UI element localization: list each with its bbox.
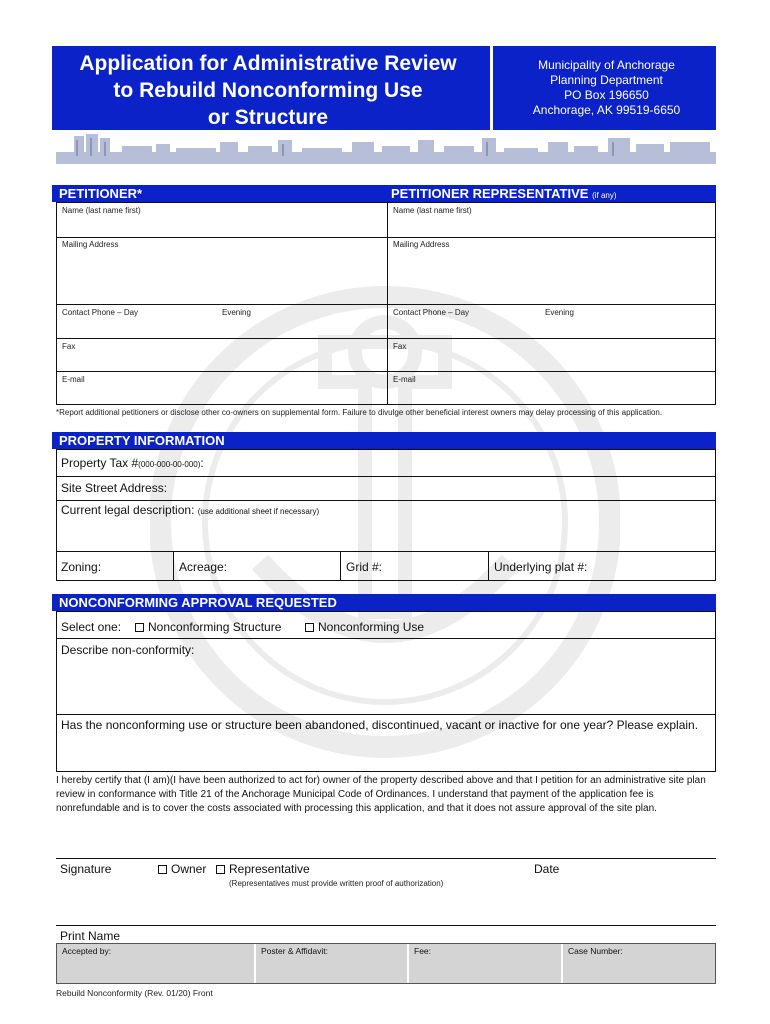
owner-option[interactable]: [158, 862, 206, 876]
nonconforming-use-label: Nonconforming Use: [318, 620, 425, 634]
signature-line: [56, 858, 716, 859]
form-title: [52, 50, 484, 131]
nonconforming-grid: [56, 611, 716, 772]
petitioner-grid: [56, 202, 716, 405]
form-title-line-3: or Structure: [207, 106, 329, 129]
representative-proof-note: (Representatives must provide written proof of authorization): [229, 879, 444, 888]
acreage-field[interactable]: Acreage:: [179, 560, 228, 574]
representative-phone-day-field[interactable]: Contact Phone – Day: [393, 308, 470, 317]
representative-heading-suffix: (if any): [592, 191, 617, 200]
petitioner-phone-day-field[interactable]: Contact Phone – Day: [62, 308, 139, 317]
property-tax-format: (000-000-00-000): [138, 460, 201, 469]
header-divider: [490, 46, 493, 130]
site-street-address-field[interactable]: Site Street Address:: [61, 481, 168, 495]
signature-field[interactable]: Signature: [60, 862, 112, 876]
select-one-label: Select one:: [61, 620, 122, 634]
accepted-by-label: Accepted by:: [62, 946, 112, 956]
grid-col-line: [488, 551, 489, 580]
grid-row-line: [57, 551, 715, 552]
legal-description-label: Current legal description:: [61, 503, 195, 517]
form-header: [52, 46, 716, 130]
address-line-4: Anchorage, AK 99519-6650: [532, 103, 681, 117]
grid-row-line: [57, 500, 715, 501]
form-footer: Rebuild Nonconformity (Rev. 01/20) Front: [56, 988, 213, 998]
representative-phone-evening-field[interactable]: Evening: [545, 308, 574, 317]
representative-option[interactable]: [216, 862, 310, 876]
nonconforming-use-checkbox[interactable]: [305, 623, 314, 632]
grid-number-field[interactable]: Grid #:: [346, 560, 383, 574]
grid-row-line: [57, 304, 715, 305]
form-title-line-2: to Rebuild Nonconforming Use: [113, 79, 423, 102]
petitioner-heading: [52, 185, 384, 202]
grid-row-line: [57, 338, 715, 339]
representative-heading-text: PETITIONER REPRESENTATIVE: [391, 186, 589, 201]
grid-row-line: [57, 638, 715, 639]
legal-description-hint: (use additional sheet if necessary): [197, 507, 320, 516]
nonconforming-structure-label: Nonconforming Structure: [148, 620, 282, 634]
petitioner-mailing-field[interactable]: Mailing Address: [62, 240, 119, 249]
grid-row-line: [57, 371, 715, 372]
poster-affidavit-cell: [256, 944, 407, 983]
nonconforming-use-option[interactable]: [305, 620, 424, 634]
print-name-line: [56, 925, 716, 926]
accepted-by-cell: [57, 944, 254, 983]
grid-row-line: [57, 714, 715, 715]
poster-affidavit-label: Poster & Affidavit:: [261, 946, 328, 956]
representative-email-field[interactable]: E-mail: [393, 375, 416, 384]
fee-label: Fee:: [414, 946, 432, 956]
nonconforming-heading-text: NONCONFORMING APPROVAL REQUESTED: [59, 595, 337, 610]
zoning-field[interactable]: Zoning:: [61, 560, 102, 574]
petitioner-name-field[interactable]: Name (last name first): [62, 206, 141, 215]
grid-row-line: [57, 237, 715, 238]
department-address: [497, 58, 716, 118]
representative-heading: [384, 185, 716, 202]
grid-row-line: [57, 476, 715, 477]
petitioner-fax-field[interactable]: Fax: [62, 342, 76, 351]
print-name-field[interactable]: Print Name: [60, 929, 121, 943]
legal-description-field[interactable]: [61, 503, 319, 517]
grid-col-line: [173, 551, 174, 580]
representative-name-field[interactable]: Name (last name first): [393, 206, 472, 215]
representative-checkbox[interactable]: [216, 865, 225, 874]
fee-cell: [409, 944, 561, 983]
property-grid: [56, 449, 716, 581]
representative-label: Representative: [229, 862, 310, 876]
petitioner-heading-text: PETITIONER*: [59, 186, 143, 201]
representative-mailing-field[interactable]: Mailing Address: [393, 240, 450, 249]
form-title-line-1: Application for Administrative Review: [79, 52, 457, 75]
property-tax-label: Property Tax #: [61, 456, 139, 470]
property-heading-text: PROPERTY INFORMATION: [59, 433, 225, 448]
certification-statement: I hereby certify that (I am)(I have been authorized to act for) owner of the property described above and that I petition for an administrative site plan review in conformance with Title 21 of the Anchorage Municipal Code of Ordinances. I understand that payment of the application fee is nonrefundable and is to cover the costs associated with processing this application, and that it does not assure approval of the site plan.: [56, 775, 706, 814]
petitioner-phone-evening-field[interactable]: Evening: [222, 308, 251, 317]
nonconforming-structure-checkbox[interactable]: [135, 623, 144, 632]
representative-fax-field[interactable]: Fax: [393, 342, 407, 351]
case-number-cell: [563, 944, 715, 983]
city-skyline-graphic: [52, 130, 716, 164]
address-line-3: PO Box 196650: [564, 88, 649, 102]
abandonment-question-field[interactable]: Has the nonconforming use or structure been abandoned, discontinued, vacant or inactive for one year? Please explain.: [61, 718, 699, 732]
petitioner-email-field[interactable]: E-mail: [62, 375, 85, 384]
grid-col-line: [340, 551, 341, 580]
address-line-2: Planning Department: [550, 73, 663, 87]
describe-nonconformity-field[interactable]: Describe non-conformity:: [61, 643, 195, 657]
petitioner-footnote: *Report additional petitioners or disclose other co-owners on supplemental form. Failure to divulge other beneficial interest owners may delay processing of this application.: [56, 408, 663, 417]
case-number-label: Case Number:: [568, 946, 623, 956]
underlying-plat-field[interactable]: Underlying plat #:: [494, 560, 588, 574]
owner-label: Owner: [171, 862, 207, 876]
property-tax-field[interactable]: [61, 456, 204, 470]
nonconforming-heading: [52, 594, 716, 611]
office-use-block: [56, 943, 716, 984]
address-line-1: Municipality of Anchorage: [538, 58, 675, 72]
nonconforming-structure-option[interactable]: [135, 620, 281, 634]
property-tax-colon: :: [200, 456, 204, 470]
owner-checkbox[interactable]: [158, 865, 167, 874]
property-heading: [52, 432, 716, 449]
date-field[interactable]: Date: [534, 862, 560, 876]
